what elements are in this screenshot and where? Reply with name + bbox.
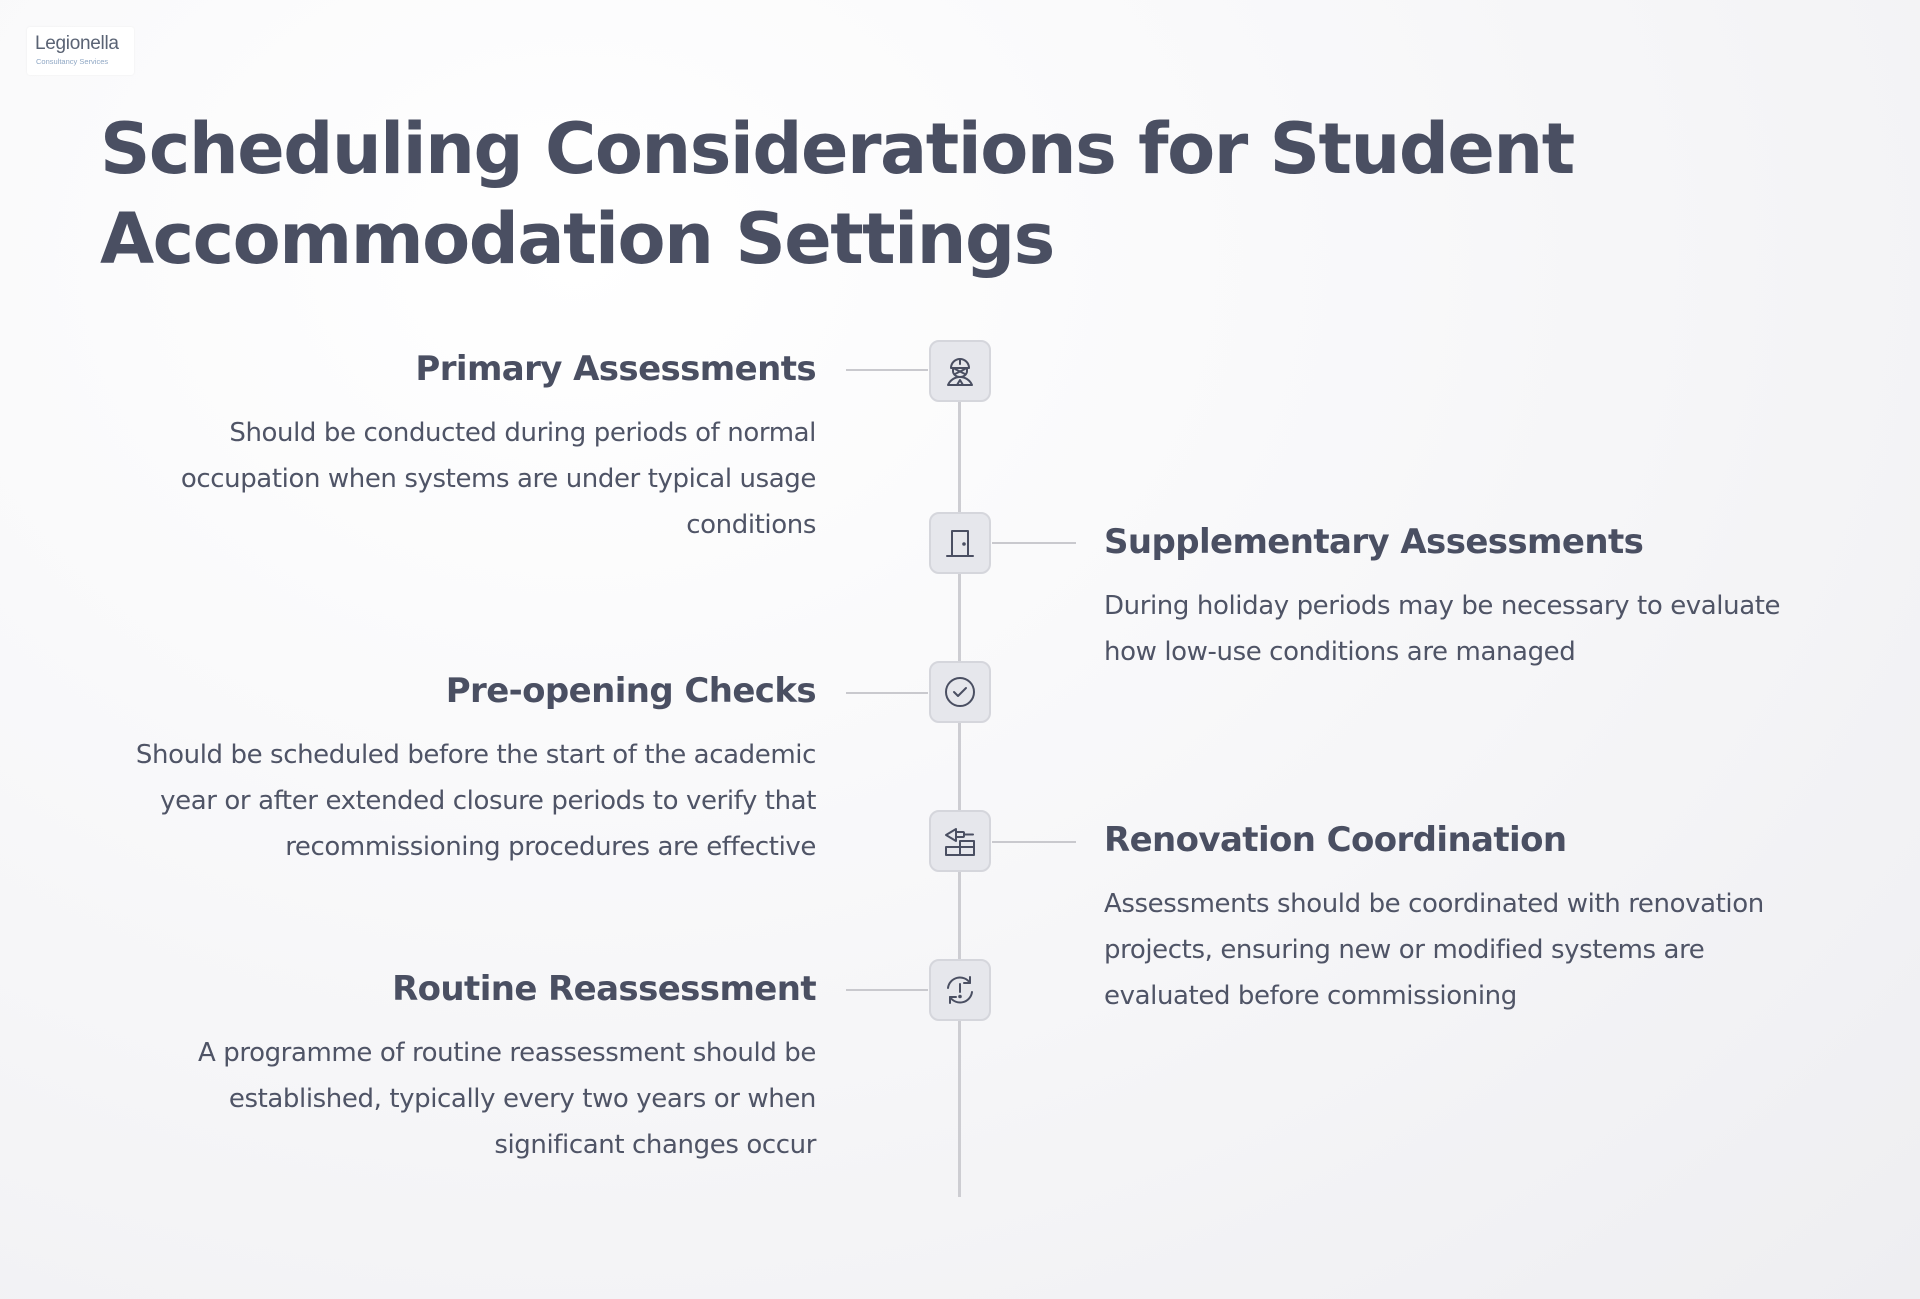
- routine-reassessment-title: Routine Reassessment: [392, 969, 816, 1009]
- logo-tagline: Consultancy Services: [36, 57, 109, 66]
- logo-name: Legionella: [35, 33, 119, 54]
- refresh-alert-icon: [940, 970, 980, 1010]
- connector-routine: [846, 989, 928, 991]
- connector-supplementary: [992, 542, 1076, 544]
- door-icon: [940, 523, 980, 563]
- connector-primary: [846, 369, 928, 371]
- supplementary-assessments-description: During holiday periods may be necessary to evaluate how low-use conditions are managed: [1104, 591, 1781, 667]
- check-circle-icon: [940, 672, 980, 712]
- company-logo: [27, 27, 134, 75]
- connector-renovation: [992, 841, 1076, 843]
- connector-pre-opening: [846, 692, 928, 694]
- page-title: Scheduling Considerations for Student Accommodation Settings: [100, 108, 1574, 280]
- renovation-icon: [940, 821, 980, 861]
- icon-box-pre-opening: [929, 661, 991, 723]
- primary-assessments-title: Primary Assessments: [415, 349, 816, 389]
- icon-box-routine: [929, 959, 991, 1021]
- icon-box-primary: [929, 340, 991, 402]
- pre-opening-checks-description: Should be scheduled before the start of the academic year or after extended closure periods to verify that recommissioning procedures are effective: [135, 740, 816, 862]
- routine-reassessment-description: A programme of routine reassessment should be established, typically every two years or when significant changes occur: [198, 1038, 816, 1160]
- primary-assessments-description: Should be conducted during periods of normal occupation when systems are under typical usage conditions: [180, 418, 816, 540]
- timeline-line: [958, 382, 961, 1197]
- renovation-coordination-title: Renovation Coordination: [1104, 820, 1567, 860]
- renovation-coordination-description: Assessments should be coordinated with renovation projects, ensuring new or modified systems are evaluated before commissioning: [1104, 889, 1764, 1011]
- pre-opening-checks-title: Pre-opening Checks: [445, 671, 816, 711]
- icon-box-supplementary: [929, 512, 991, 574]
- icon-box-renovation: [929, 810, 991, 872]
- supplementary-assessments-title: Supplementary Assessments: [1104, 522, 1644, 562]
- inspector-icon: [940, 351, 980, 391]
